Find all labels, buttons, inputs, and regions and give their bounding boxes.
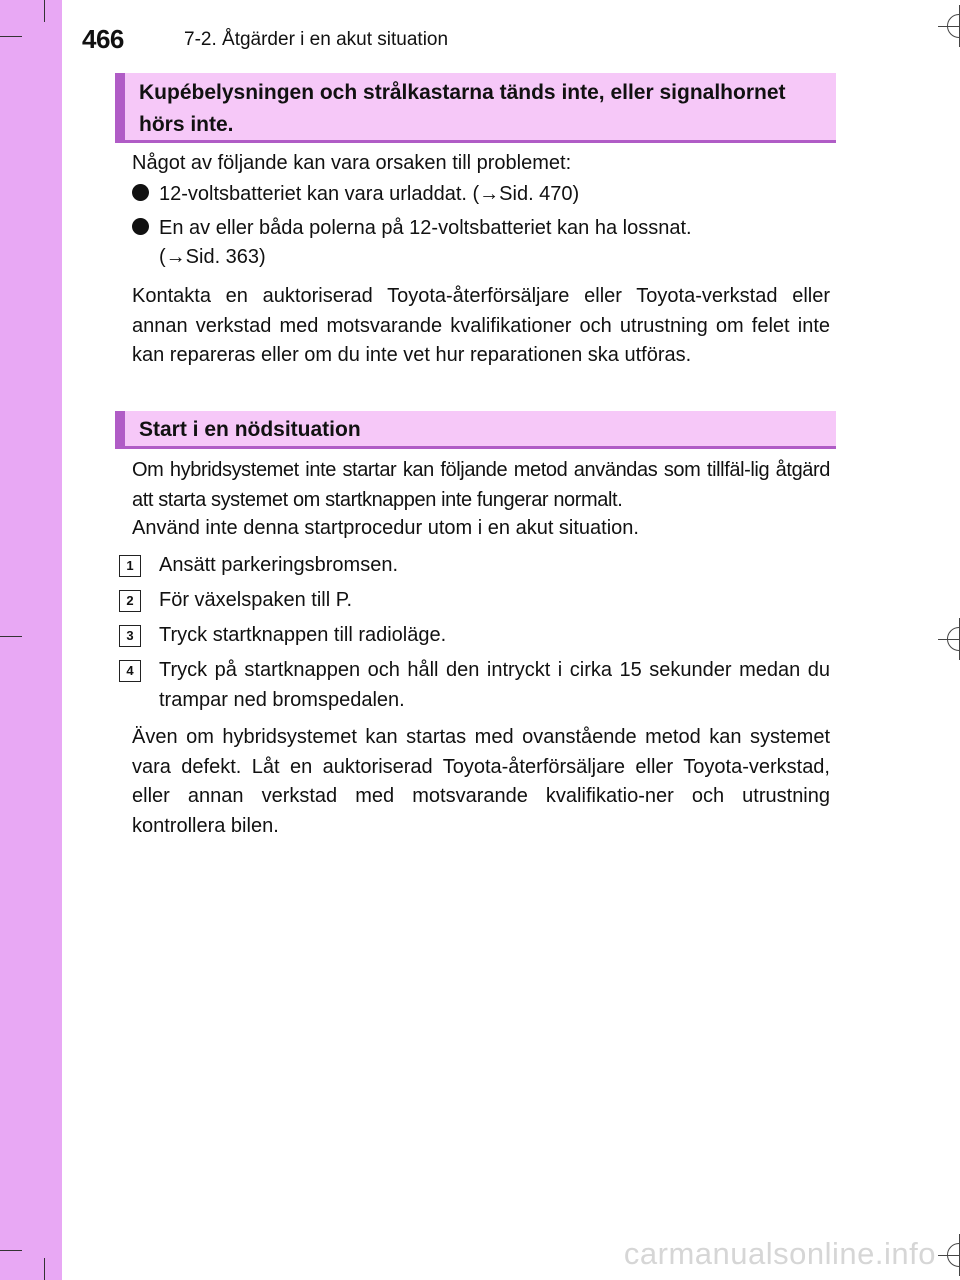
step-number-box: 3 xyxy=(119,625,141,647)
registration-mark xyxy=(947,14,960,38)
section1-body: Kontakta en auktoriserad Toyota-återförsäljare eller Toyota-verkstad eller annan verkstad med motsvarande kvalifikationer och utrustning om felet inte kan repareras eller om du inte vet hur reparationen ska utföras. xyxy=(132,285,830,366)
side-tab-bar xyxy=(0,0,62,1280)
crop-mark xyxy=(0,1250,22,1251)
crop-mark xyxy=(0,36,22,37)
step-text: Tryck på startknappen och håll den intryckt i cirka 15 sekunder medan du trampar ned bromspedalen. xyxy=(159,659,830,711)
chapter-title: 7-2. Åtgärder i en akut situation xyxy=(184,29,449,50)
bullet-dot-icon xyxy=(132,184,149,201)
watermark: carmanualsonline.info xyxy=(623,1236,936,1271)
step-number-box: 2 xyxy=(119,590,141,612)
step-number-box: 1 xyxy=(119,555,141,577)
page-number: 466 xyxy=(82,24,124,54)
bullet-item xyxy=(132,214,830,244)
section-heading-lights: Kupébelysningen och strålkastarna tänds inte, eller signalhornet hörs inte. xyxy=(115,73,836,143)
step-text: Tryck startknappen till radioläge. xyxy=(159,624,447,646)
crop-mark xyxy=(44,1258,45,1280)
step-text: För växelspaken till P. xyxy=(159,589,353,611)
step-number-box: 4 xyxy=(119,660,141,682)
bullet-reference: (→Sid. 363) xyxy=(159,246,266,268)
section2-warning: Använd inte denna startprocedur utom i en akut situation. xyxy=(132,517,639,539)
bullet-text: En av eller båda polerna på 12-voltsbatteriet kan ha lossnat. xyxy=(159,217,692,239)
bullet-text: 12-voltsbatteriet kan vara urladdat. (→Sid. 470) xyxy=(159,183,580,205)
crop-mark xyxy=(0,636,22,637)
registration-mark xyxy=(947,627,960,651)
registration-mark xyxy=(947,1243,960,1267)
crop-mark xyxy=(44,0,45,22)
section2-intro: Om hybridsystemet inte startar kan följande metod användas som tillfäl-lig åtgärd att starta systemet om startknappen inte fungerar normalt. xyxy=(132,459,830,511)
bullet-item xyxy=(132,180,830,210)
step-text: Ansätt parkeringsbromsen. xyxy=(159,554,399,576)
section1-intro: Något av följande kan vara orsaken till problemet: xyxy=(132,152,572,174)
bullet-dot-icon xyxy=(132,218,149,235)
section2-closing: Även om hybridsystemet kan startas med ovanstående metod kan systemet vara defekt. Låt en auktoriserad Toyota-återförsäljare eller Toyota-verkstad, eller annan verkstad med motsvarande kvalifikatio-ner och utrustning kontrollera bilen. xyxy=(132,726,830,837)
section-heading-emergency-start: Start i en nödsituation xyxy=(115,411,836,449)
